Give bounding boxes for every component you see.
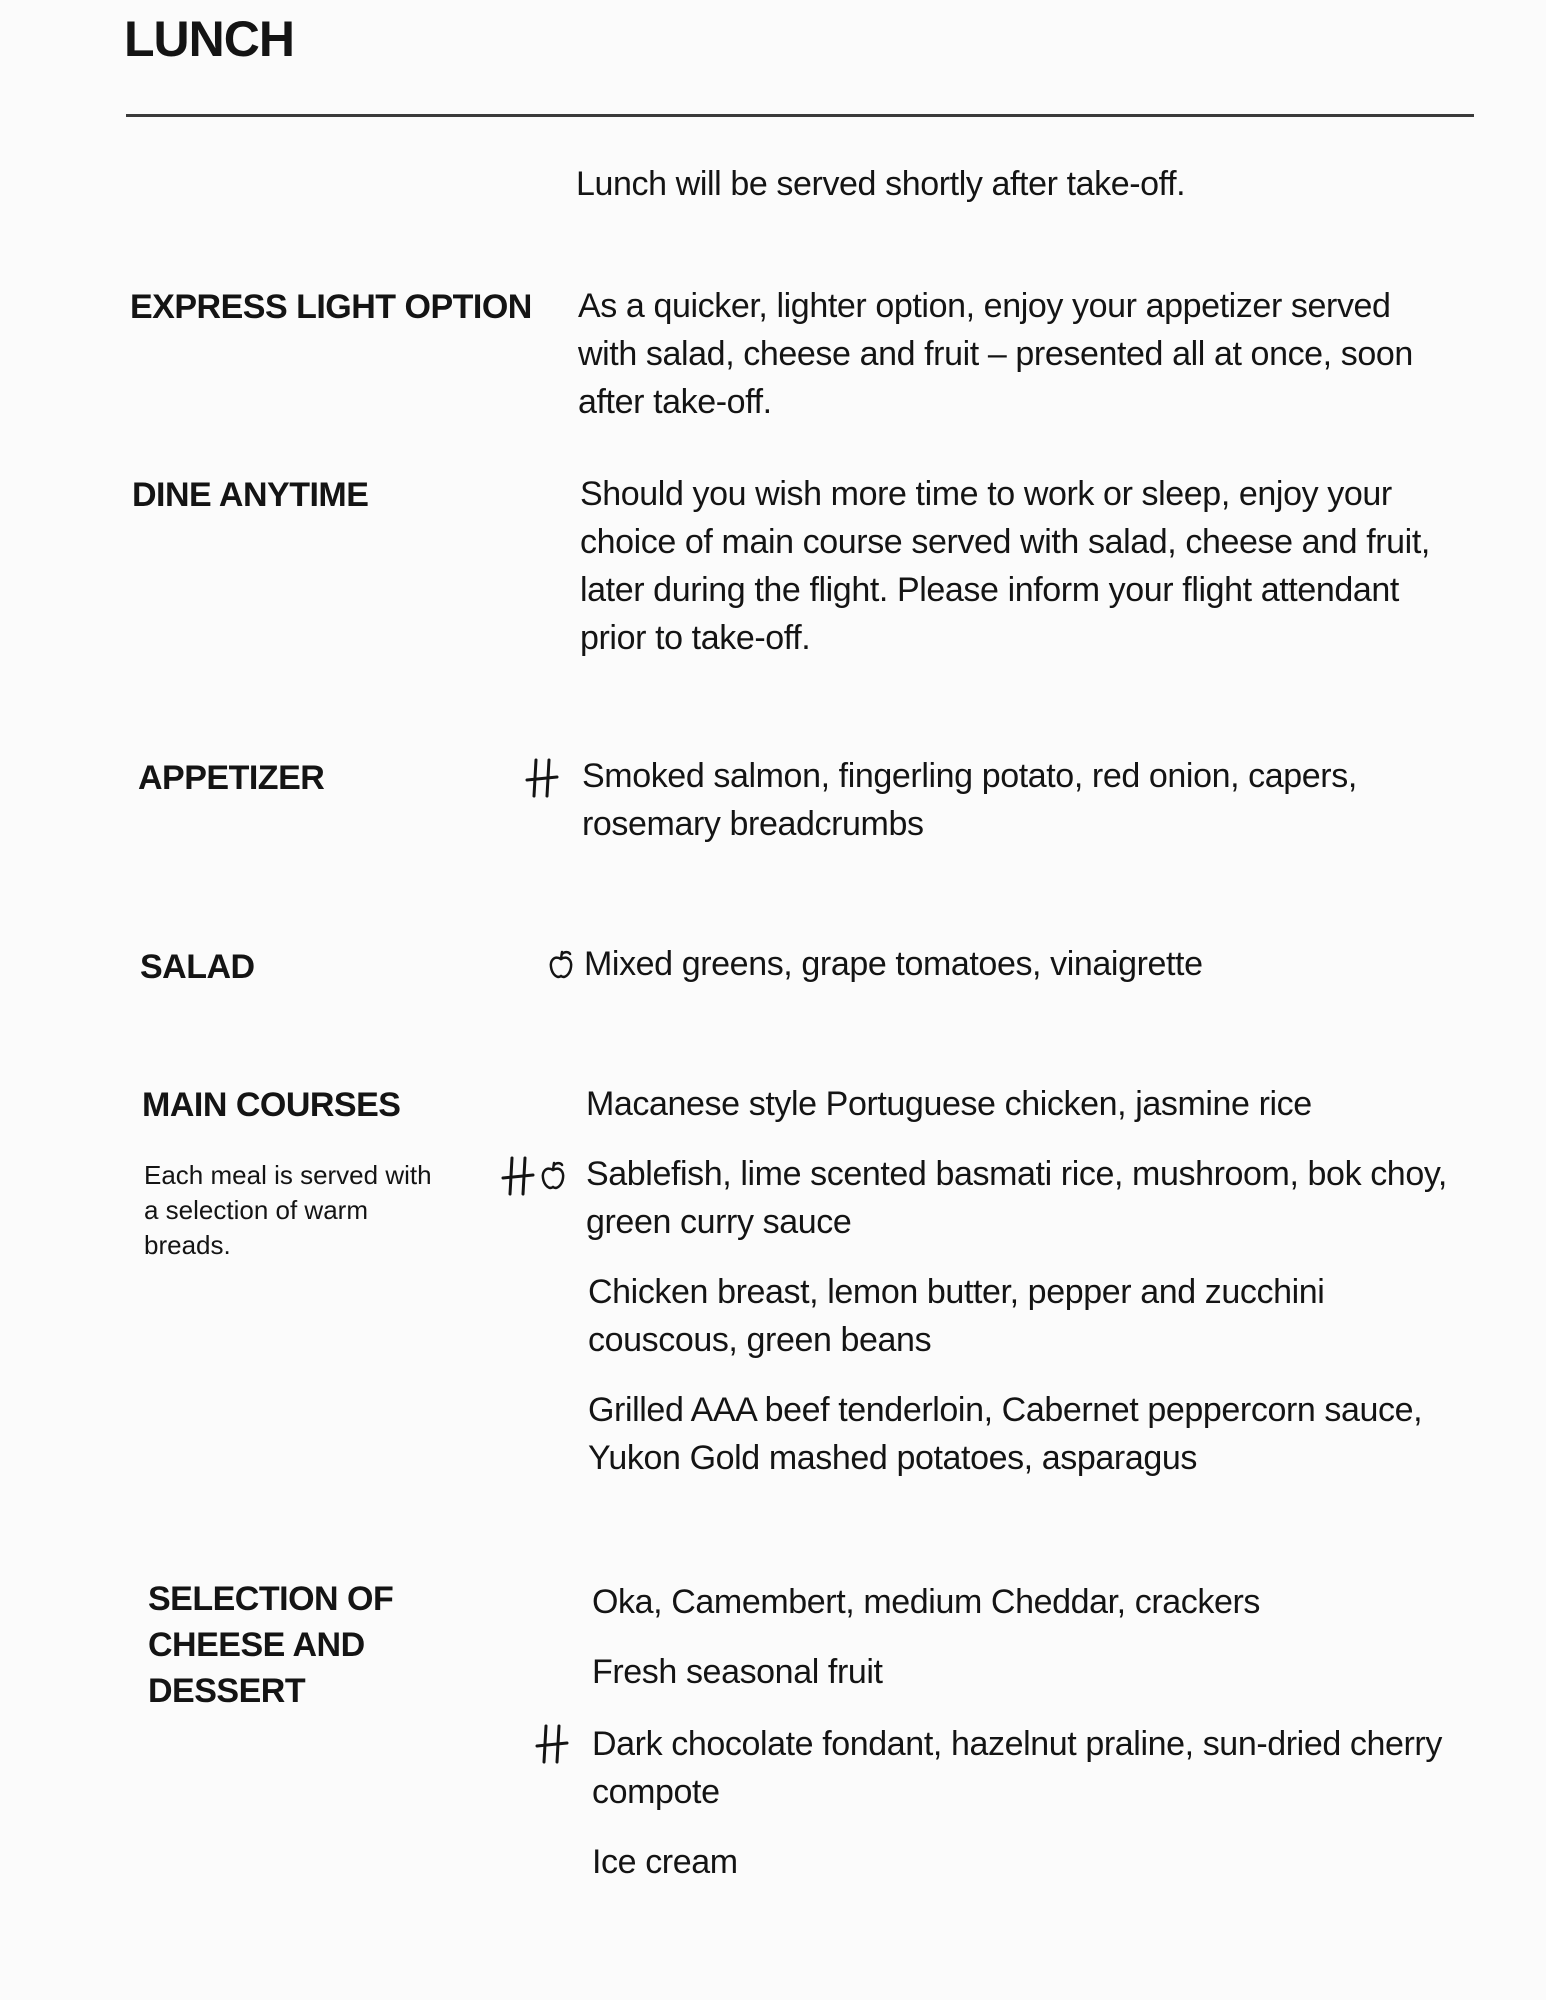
intro-text: Lunch will be served shortly after take-off. (576, 165, 1186, 203)
main-course-item-4: Grilled AAA beef tenderloin, Cabernet peppercorn sauce, Yukon Gold mashed potatoes, asparagus (588, 1391, 1423, 1477)
chef-icon (500, 1156, 536, 1196)
dine-anytime-label: DINE ANYTIME (132, 476, 369, 514)
fruit-item: Fresh seasonal fruit (592, 1653, 883, 1691)
main-courses-note: Each meal is served with a selection of warm breads. (144, 1160, 432, 1260)
appetizer-label: APPETIZER (138, 759, 325, 797)
chef-icon (534, 1724, 570, 1764)
dine-anytime-text: Should you wish more time to work or sleep, enjoy your choice of main course served with salad, cheese and fruit, later during the flight. Please inform your flight attendant prior to take-off. (580, 475, 1430, 657)
dessert-item: Dark chocolate fondant, hazelnut praline, sun-dried cherry compote (592, 1725, 1442, 1811)
main-course-item-1: Macanese style Portuguese chicken, jasmine rice (586, 1085, 1312, 1123)
salad-item: Mixed greens, grape tomatoes, vinaigrette (584, 945, 1203, 983)
cheese-item: Oka, Camembert, medium Cheddar, crackers (592, 1583, 1261, 1621)
salad-label: SALAD (140, 948, 255, 986)
ice-cream-item: Ice cream (592, 1843, 738, 1881)
main-course-item-3: Chicken breast, lemon butter, pepper and zucchini couscous, green beans (588, 1273, 1325, 1359)
main-course-item-2-icons (500, 1156, 566, 1196)
appetizer-item: Smoked salmon, fingerling potato, red onion, capers, rosemary breadcrumbs (582, 757, 1357, 843)
salad-icons (548, 950, 574, 980)
cheese-dessert-label: SELECTION OF CHEESE AND DESSERT (148, 1580, 394, 1710)
main-courses-label: MAIN COURSES (142, 1086, 401, 1124)
page-title: LUNCH (124, 11, 294, 67)
healthy-apple-icon (548, 950, 574, 980)
express-light-option-text: As a quicker, lighter option, enjoy your appetizer served with salad, cheese and fruit – presented all at once, soon after take-off. (578, 287, 1413, 421)
dessert-item-icons (534, 1724, 570, 1764)
healthy-apple-icon (540, 1161, 566, 1191)
chef-icon (524, 758, 560, 798)
appetizer-icons (524, 758, 560, 798)
header-divider (126, 114, 1474, 117)
main-course-item-2: Sablefish, lime scented basmati rice, mushroom, bok choy, green curry sauce (586, 1155, 1447, 1241)
express-light-option-label: EXPRESS LIGHT OPTION (130, 288, 532, 326)
